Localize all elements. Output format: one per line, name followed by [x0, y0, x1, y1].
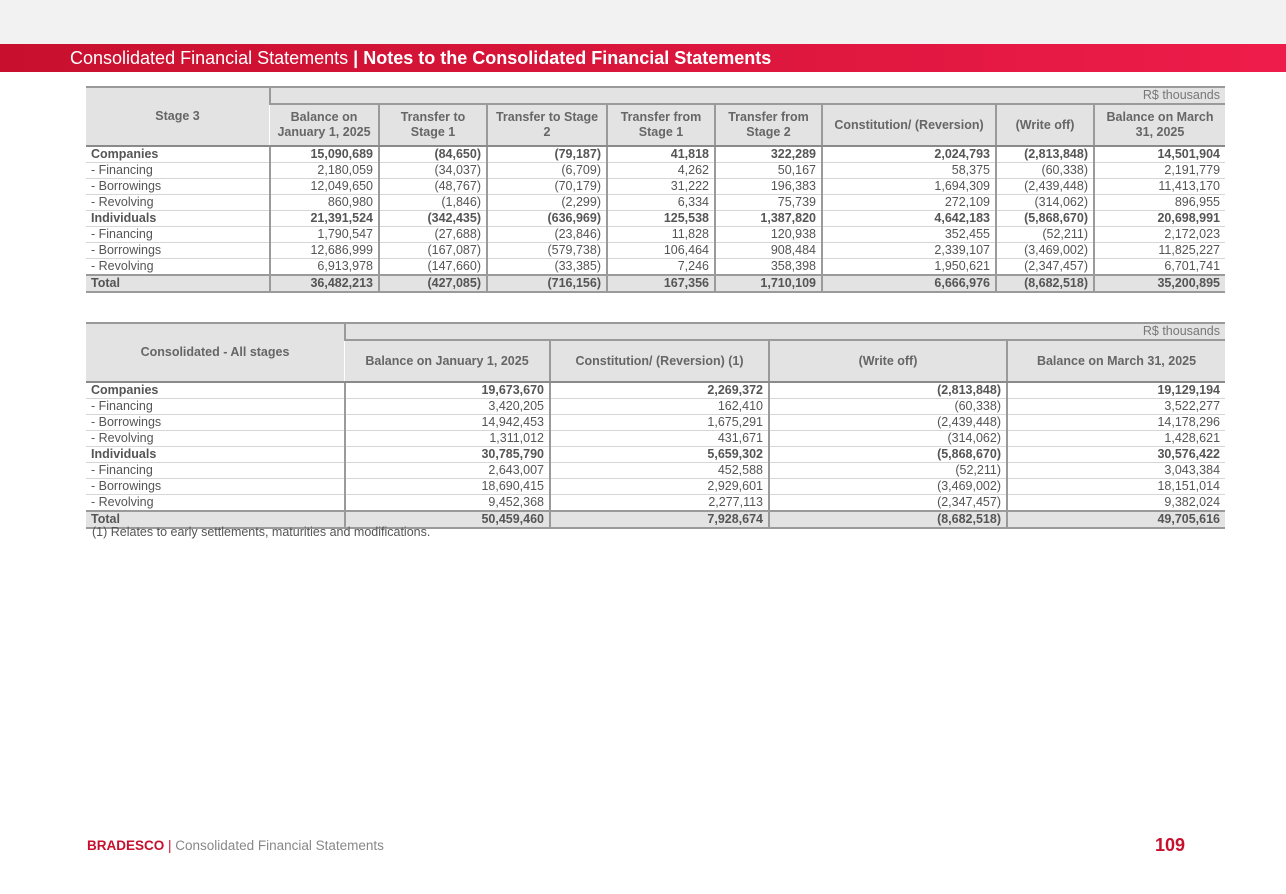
- table-cell: (3,469,002): [996, 243, 1094, 259]
- table-row: [86, 463, 1225, 479]
- table-cell: (2,347,457): [769, 495, 1007, 512]
- row-label: - Financing: [86, 227, 270, 243]
- table-cell: 19,673,670: [345, 382, 550, 399]
- table-cell: 11,825,227: [1094, 243, 1225, 259]
- column-header: Balance on January 1, 2025: [270, 104, 379, 146]
- table-cell: (27,688): [379, 227, 487, 243]
- all-stages-units: R$ thousands: [345, 323, 1225, 340]
- table-cell: (314,062): [769, 431, 1007, 447]
- table-cell: 9,452,368: [345, 495, 550, 512]
- row-label: - Revolving: [86, 195, 270, 211]
- table-cell: 1,387,820: [715, 211, 822, 227]
- table-row: [86, 382, 1225, 399]
- table-row: [86, 415, 1225, 431]
- page-footer: [87, 838, 384, 853]
- table-row: [86, 259, 1225, 276]
- table-cell: 272,109: [822, 195, 996, 211]
- table-cell: 860,980: [270, 195, 379, 211]
- banner-section: Consolidated Financial Statements: [70, 48, 349, 68]
- table-cell: 896,955: [1094, 195, 1225, 211]
- table-cell: 18,690,415: [345, 479, 550, 495]
- column-header: Constitution/ (Reversion) (1): [550, 340, 769, 382]
- table-cell: 2,339,107: [822, 243, 996, 259]
- table-row: [86, 431, 1225, 447]
- table-cell: (342,435): [379, 211, 487, 227]
- table-cell: 6,913,978: [270, 259, 379, 276]
- table-cell: 1,950,621: [822, 259, 996, 276]
- table-cell: (70,179): [487, 179, 607, 195]
- row-label: - Financing: [86, 163, 270, 179]
- row-label: Total: [86, 275, 270, 292]
- row-label: - Borrowings: [86, 179, 270, 195]
- column-header: Balance on March 31, 2025: [1094, 104, 1225, 146]
- row-label: Companies: [86, 382, 345, 399]
- table-cell: (579,738): [487, 243, 607, 259]
- table-cell: 2,277,113: [550, 495, 769, 512]
- page-number: 109: [1155, 835, 1186, 855]
- table-cell: (23,846): [487, 227, 607, 243]
- table-cell: (314,062): [996, 195, 1094, 211]
- column-header: (Write off): [769, 340, 1007, 382]
- table-cell: 50,167: [715, 163, 822, 179]
- table-cell: 7,928,674: [550, 511, 769, 528]
- row-label: - Financing: [86, 463, 345, 479]
- table-cell: 30,576,422: [1007, 447, 1225, 463]
- table-cell: (2,439,448): [769, 415, 1007, 431]
- all-stages-table: [86, 322, 1225, 529]
- table-cell: (6,709): [487, 163, 607, 179]
- table-cell: (2,299): [487, 195, 607, 211]
- table-cell: 58,375: [822, 163, 996, 179]
- table-cell: 4,262: [607, 163, 715, 179]
- table-cell: (167,087): [379, 243, 487, 259]
- table-cell: (79,187): [487, 146, 607, 163]
- table-cell: 4,642,183: [822, 211, 996, 227]
- table-cell: (2,813,848): [769, 382, 1007, 399]
- table-cell: 2,929,601: [550, 479, 769, 495]
- row-label: - Financing: [86, 399, 345, 415]
- stage3-units: R$ thousands: [270, 87, 1225, 104]
- table-cell: (8,682,518): [769, 511, 1007, 528]
- table-cell: 50,459,460: [345, 511, 550, 528]
- table-cell: 9,382,024: [1007, 495, 1225, 512]
- table-cell: 167,356: [607, 275, 715, 292]
- table-row: [86, 211, 1225, 227]
- table-cell: 5,659,302: [550, 447, 769, 463]
- banner-separator: |: [348, 48, 364, 68]
- table-cell: 11,828: [607, 227, 715, 243]
- table-cell: 352,455: [822, 227, 996, 243]
- column-header: Balance on March 31, 2025: [1007, 340, 1225, 382]
- row-label: - Revolving: [86, 259, 270, 276]
- top-strip: [0, 0, 1286, 44]
- table-row: [86, 495, 1225, 512]
- table-cell: 2,172,023: [1094, 227, 1225, 243]
- table-cell: 14,501,904: [1094, 146, 1225, 163]
- table-cell: 12,049,650: [270, 179, 379, 195]
- table-row: [86, 179, 1225, 195]
- table-row: [86, 195, 1225, 211]
- column-header: Transfer to Stage 2: [487, 104, 607, 146]
- table-row: [86, 479, 1225, 495]
- table-cell: 41,818: [607, 146, 715, 163]
- table-cell: 19,129,194: [1007, 382, 1225, 399]
- table-cell: (2,347,457): [996, 259, 1094, 276]
- total-row: [86, 275, 1225, 292]
- table-cell: 2,269,372: [550, 382, 769, 399]
- column-header: Balance on January 1, 2025: [345, 340, 550, 382]
- all-stages-stub-header: Consolidated - All stages: [86, 323, 345, 382]
- row-label: Individuals: [86, 447, 345, 463]
- row-label: - Revolving: [86, 431, 345, 447]
- table-cell: 15,090,689: [270, 146, 379, 163]
- column-header: Transfer from Stage 2: [715, 104, 822, 146]
- row-label: - Borrowings: [86, 243, 270, 259]
- table-cell: 2,024,793: [822, 146, 996, 163]
- table-cell: 20,698,991: [1094, 211, 1225, 227]
- table-cell: (5,868,670): [996, 211, 1094, 227]
- table-cell: 12,686,999: [270, 243, 379, 259]
- table-row: [86, 399, 1225, 415]
- row-label: Companies: [86, 146, 270, 163]
- table-cell: (716,156): [487, 275, 607, 292]
- table-cell: 31,222: [607, 179, 715, 195]
- table-cell: 1,675,291: [550, 415, 769, 431]
- table-cell: 431,671: [550, 431, 769, 447]
- table-cell: (2,439,448): [996, 179, 1094, 195]
- table-cell: 196,383: [715, 179, 822, 195]
- table-row: [86, 243, 1225, 259]
- table-cell: (427,085): [379, 275, 487, 292]
- table-cell: (3,469,002): [769, 479, 1007, 495]
- banner-subsection: Notes to the Consolidated Financial Statements: [363, 48, 772, 68]
- table-cell: (5,868,670): [769, 447, 1007, 463]
- table-row: [86, 163, 1225, 179]
- table-cell: 106,464: [607, 243, 715, 259]
- column-header: (Write off): [996, 104, 1094, 146]
- table-cell: (34,037): [379, 163, 487, 179]
- table-cell: 35,200,895: [1094, 275, 1225, 292]
- stage3-stub-header: Stage 3: [86, 87, 270, 146]
- stage3-table: [86, 86, 1225, 293]
- footer-brand: BRADESCO: [87, 838, 165, 853]
- table-cell: (2,813,848): [996, 146, 1094, 163]
- table-cell: 7,246: [607, 259, 715, 276]
- row-label: Total: [86, 511, 345, 528]
- table-cell: 11,413,170: [1094, 179, 1225, 195]
- table-cell: 75,739: [715, 195, 822, 211]
- table-cell: (8,682,518): [996, 275, 1094, 292]
- footer-separator: |: [164, 838, 176, 853]
- table-cell: (48,767): [379, 179, 487, 195]
- table-cell: 452,588: [550, 463, 769, 479]
- table-cell: (52,211): [769, 463, 1007, 479]
- table-cell: 6,666,976: [822, 275, 996, 292]
- table-cell: 1,790,547: [270, 227, 379, 243]
- footnote: (1) Relates to early settlements, maturities and modifications.: [92, 525, 431, 539]
- table-cell: 2,643,007: [345, 463, 550, 479]
- table-cell: 3,043,384: [1007, 463, 1225, 479]
- table-cell: (60,338): [996, 163, 1094, 179]
- column-header: Transfer to Stage 1: [379, 104, 487, 146]
- table-cell: 1,428,621: [1007, 431, 1225, 447]
- table-cell: (33,385): [487, 259, 607, 276]
- table-cell: 18,151,014: [1007, 479, 1225, 495]
- table-row: [86, 146, 1225, 163]
- table-cell: 49,705,616: [1007, 511, 1225, 528]
- table-cell: 322,289: [715, 146, 822, 163]
- table-cell: 2,180,059: [270, 163, 379, 179]
- table-cell: 1,710,109: [715, 275, 822, 292]
- table-cell: 125,538: [607, 211, 715, 227]
- table-cell: 30,785,790: [345, 447, 550, 463]
- table-cell: 21,391,524: [270, 211, 379, 227]
- table-cell: (1,846): [379, 195, 487, 211]
- column-header: Transfer from Stage 1: [607, 104, 715, 146]
- table-cell: 14,178,296: [1007, 415, 1225, 431]
- table-cell: 1,311,012: [345, 431, 550, 447]
- table-cell: 3,522,277: [1007, 399, 1225, 415]
- row-label: - Borrowings: [86, 479, 345, 495]
- table-cell: (60,338): [769, 399, 1007, 415]
- table-cell: 36,482,213: [270, 275, 379, 292]
- table-cell: 14,942,453: [345, 415, 550, 431]
- table-cell: (636,969): [487, 211, 607, 227]
- table-cell: 1,694,309: [822, 179, 996, 195]
- table-row: [86, 227, 1225, 243]
- column-header: Constitution/ (Reversion): [822, 104, 996, 146]
- table-cell: (84,650): [379, 146, 487, 163]
- table-row: [86, 447, 1225, 463]
- table-cell: 120,938: [715, 227, 822, 243]
- row-label: - Borrowings: [86, 415, 345, 431]
- footer-text: Consolidated Financial Statements: [175, 838, 384, 853]
- table-cell: (52,211): [996, 227, 1094, 243]
- table-cell: 908,484: [715, 243, 822, 259]
- table-cell: 3,420,205: [345, 399, 550, 415]
- row-label: Individuals: [86, 211, 270, 227]
- table-cell: 6,701,741: [1094, 259, 1225, 276]
- row-label: - Revolving: [86, 495, 345, 512]
- section-banner: [0, 44, 1286, 72]
- table-cell: 162,410: [550, 399, 769, 415]
- table-cell: (147,660): [379, 259, 487, 276]
- all-stages-rows: [86, 382, 1225, 528]
- table-cell: 6,334: [607, 195, 715, 211]
- stage3-rows: [86, 146, 1225, 292]
- table-cell: 358,398: [715, 259, 822, 276]
- table-cell: 2,191,779: [1094, 163, 1225, 179]
